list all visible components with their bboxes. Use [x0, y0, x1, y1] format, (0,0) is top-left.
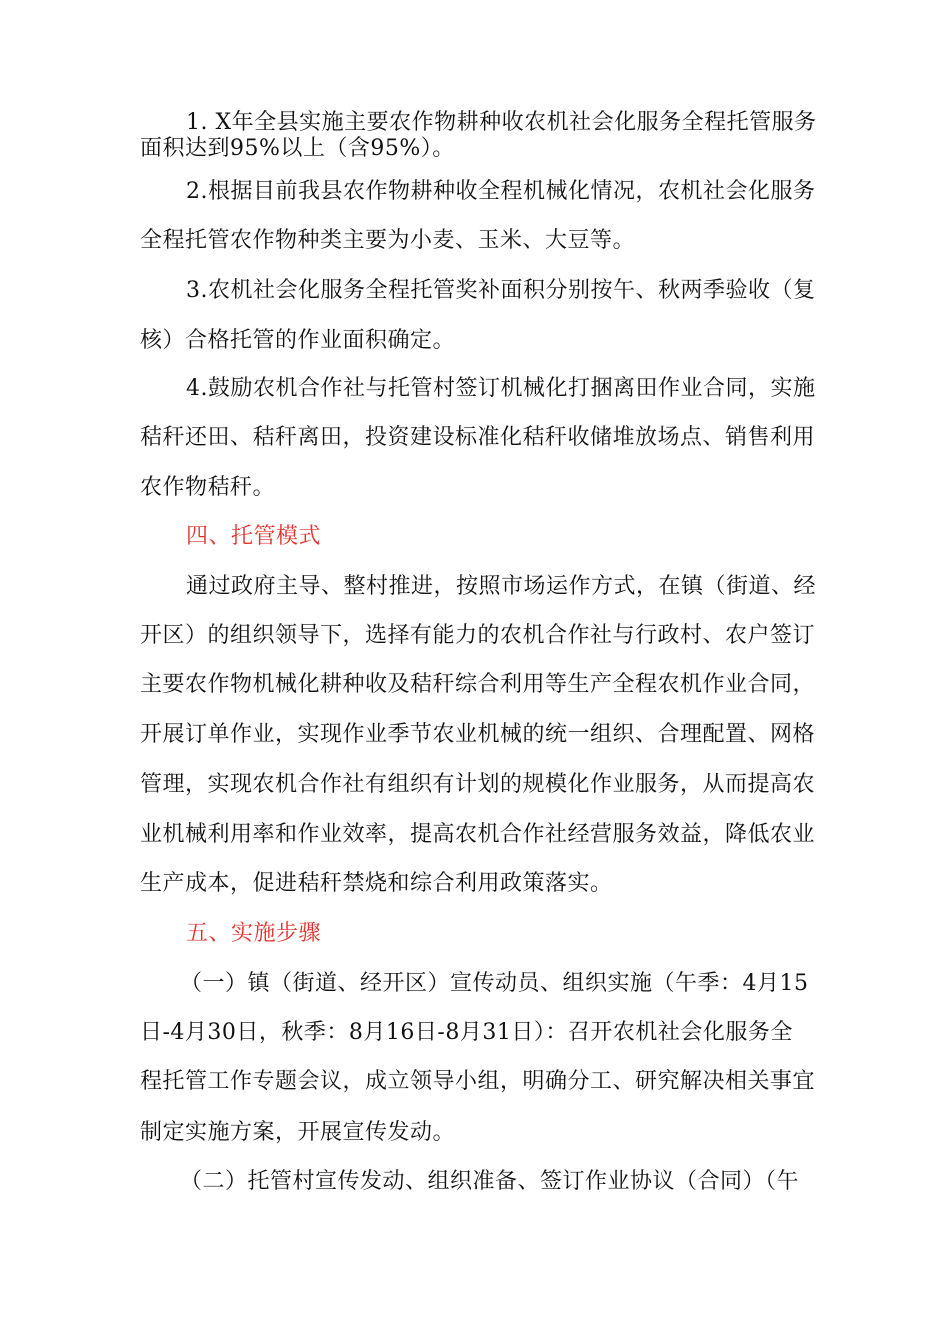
paragraph-4-line-2: 秸秆还田、秸秆离田，投资建设标准化秸秆收储堆放场点、销售利用 — [140, 425, 816, 450]
paragraph-5-line-3: 主要农作物机械化耕种收及秸秆综合利用等生产全程农机作业合同， — [140, 672, 816, 697]
paragraph-5-line-4: 开展订单作业，实现作业季节农业机械的统一组织、合理配置、网格 — [140, 722, 816, 747]
paragraph-6-line-4: 制定实施方案，开展宣传发动。 — [140, 1120, 456, 1145]
paragraph-5-line-1: 通过政府主导、整村推进，按照市场运作方式，在镇（街道、经 — [186, 574, 817, 599]
paragraph-4-line-3: 农作物秸秆。 — [140, 475, 276, 500]
paragraph-4-line-1: 4.鼓励农机合作社与托管村签订机械化打捆离田作业合同，实施 — [186, 376, 816, 401]
paragraph-5-line-2: 开区）的组织领导下，选择有能力的农机合作社与行政村、农户签订 — [140, 623, 816, 648]
paragraph-2-line-2: 全程托管农作物种类主要为小麦、玉米、大豆等。 — [140, 228, 636, 253]
paragraph-3-line-2: 核）合格托管的作业面积确定。 — [140, 328, 456, 353]
section-heading-5: 五、实施步骤 — [186, 921, 322, 946]
paragraph-6-line-3: 程托管工作专题会议，成立领导小组，明确分工、研究解决相关事宜 — [140, 1069, 816, 1094]
paragraph-6-line-2: 日-4月30日，秋季：8月16日-8月31日）：召开农机社会化服务全 — [140, 1020, 793, 1045]
paragraph-1-line-1: 1. X年全县实施主要农作物耕种收农机社会化服务全程托管服务 — [186, 110, 817, 135]
paragraph-5-line-6: 业机械利用率和作业效率，提高农机合作社经营服务效益，降低农业 — [140, 822, 816, 847]
paragraph-1-line-2: 面积达到95%以上（含95%）。 — [140, 136, 455, 161]
paragraph-7-line-1: （二）托管村宣传发动、组织准备、签订作业协议（合同）（午 — [180, 1169, 800, 1194]
paragraph-6-line-1: （一）镇（街道、经开区）宣传动员、组织实施（午季：4月15 — [180, 971, 809, 996]
paragraph-2-line-1: 2.根据目前我县农作物耕种收全程机械化情况，农机社会化服务 — [186, 179, 816, 204]
paragraph-5-line-7: 生产成本，促进秸秆禁烧和综合利用政策落实。 — [140, 871, 613, 896]
section-heading-4: 四、托管模式 — [186, 524, 322, 549]
paragraph-5-line-5: 管理，实现农机合作社有组织有计划的规模化作业服务，从而提高农 — [140, 772, 816, 797]
paragraph-3-line-1: 3.农机社会化服务全程托管奖补面积分别按午、秋两季验收（复 — [186, 278, 816, 303]
